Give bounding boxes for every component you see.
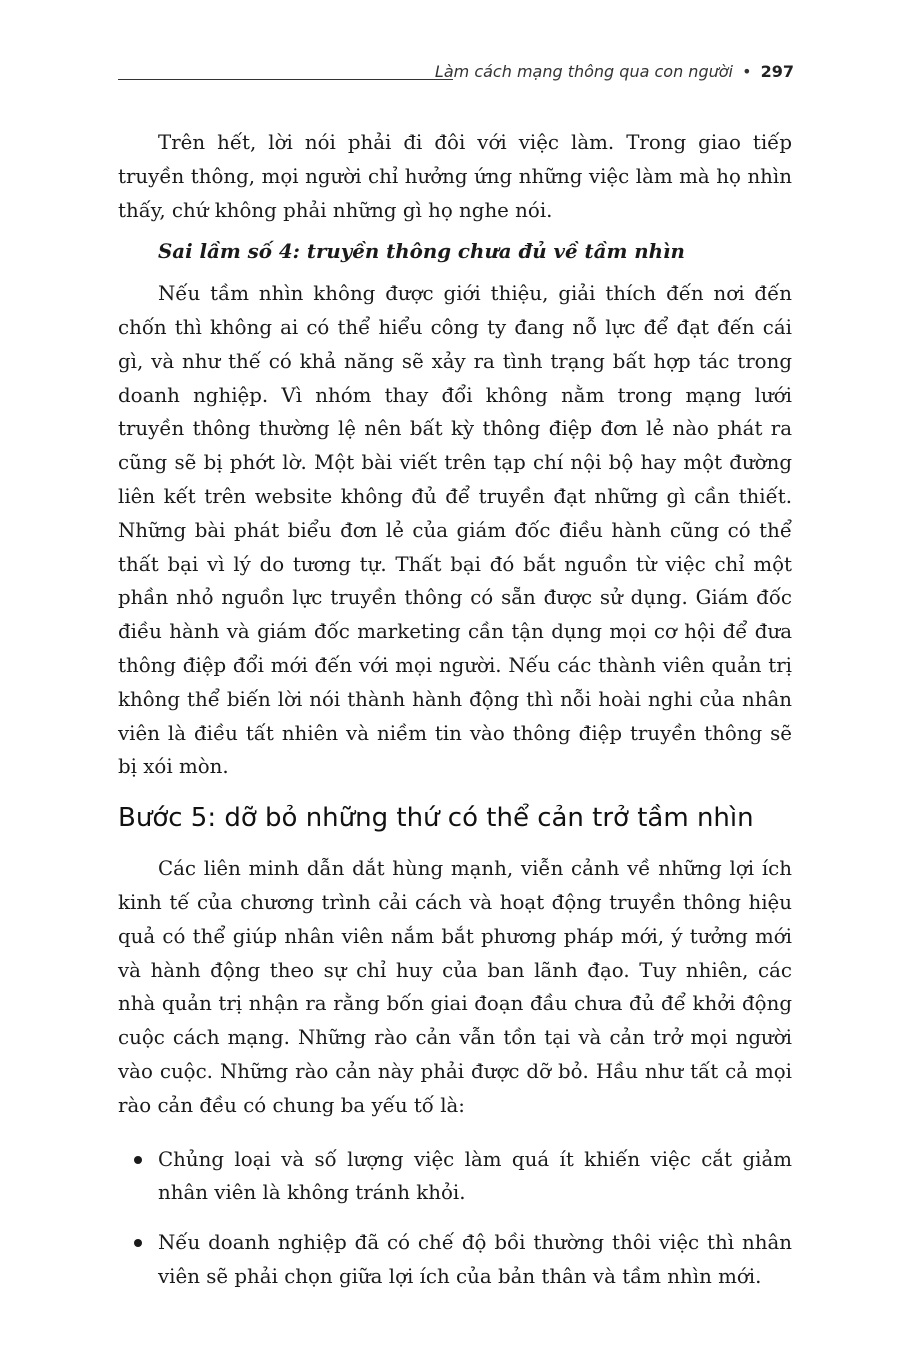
bullet-icon <box>134 1156 142 1164</box>
page-body <box>118 126 792 1310</box>
running-header <box>118 60 794 90</box>
header-bullet: • <box>742 62 752 81</box>
header-text <box>435 62 794 81</box>
paragraph: Nếu tầm nhìn không được giới thiệu, giải thích đến nơi đến chốn thì không ai có thể hiểu công ty đang nỗ lực để đạt đến cái gì, và như thế có khả năng sẽ xảy ra tình trạng bất hợp tác trong doanh nghiệp. Vì nhóm thay đổi không nằm trong mạng lưới truyền thông thường lệ nên bất kỳ thông điệp đơn lẻ nào phát ra cũng sẽ bị phớt lờ. Một bài viết trên tạp chí nội bộ hay một đường liên kết trên website không đủ để truyền đạt những gì cần thiết. Những bài phát biểu đơn lẻ của giám đốc điều hành cũng có thể thất bại vì lý do tương tự. Thất bại đó bắt nguồn từ việc chỉ một phần nhỏ nguồn lực truyền thông có sẵn được sử dụng. Giám đốc điều hành và giám đốc marketing cần tận dụng mọi cơ hội để đưa thông điệp đổi mới đến với mọi người. Nếu các thành viên quản trị không thể biến lời nói thành hành động thì nỗi hoài nghi của nhân viên là điều tất nhiên và niềm tin vào thông điệp truyền thông sẽ bị xói mòn. <box>118 282 792 779</box>
section-heading: Bước 5: dỡ bỏ những thứ có thể cản trở tầm nhìn <box>118 803 754 834</box>
list-item <box>118 1143 792 1211</box>
header-rule <box>118 79 453 80</box>
list-item <box>118 1226 792 1294</box>
list-item-text: Chủng loại và số lượng việc làm quá ít khiến việc cắt giảm nhân viên là không tránh khỏi. <box>158 1147 792 1205</box>
list-item-text: Nếu doanh nghiệp đã có chế độ bồi thường thôi việc thì nhân viên sẽ phải chọn giữa lợi ích của bản thân và tầm nhìn mới. <box>158 1231 792 1288</box>
running-title: Làm cách mạng thông qua con người <box>434 62 733 81</box>
bullet-icon <box>134 1239 142 1247</box>
page-number: 297 <box>760 62 794 81</box>
bullet-list <box>118 1143 792 1294</box>
paragraph: Trên hết, lời nói phải đi đôi với việc làm. Trong giao tiếp truyền thông, mọi người chỉ hưởng ứng những việc làm mà họ nhìn thấy, chứ không phải những gì họ nghe nói. <box>118 131 792 222</box>
paragraph: Các liên minh dẫn dắt hùng mạnh, viễn cảnh về những lợi ích kinh tế của chương trình cải cách và hoạt động truyền thông hiệu quả có thể giúp nhân viên nắm bắt phương pháp mới, ý tưởng mới và hành động theo sự chỉ huy của ban lãnh đạo. Tuy nhiên, các nhà quản trị nhận ra rằng bốn giai đoạn đầu chưa đủ để khởi động cuộc cách mạng. Những rào cản vẫn tồn tại và cản trở mọi người vào cuộc. Những rào cản này phải được dỡ bỏ. Hầu như tất cả mọi rào cản đều có chung ba yếu tố là: <box>118 857 792 1117</box>
subheading: Sai lầm số 4: truyền thông chưa đủ về tầm nhìn <box>158 239 685 264</box>
